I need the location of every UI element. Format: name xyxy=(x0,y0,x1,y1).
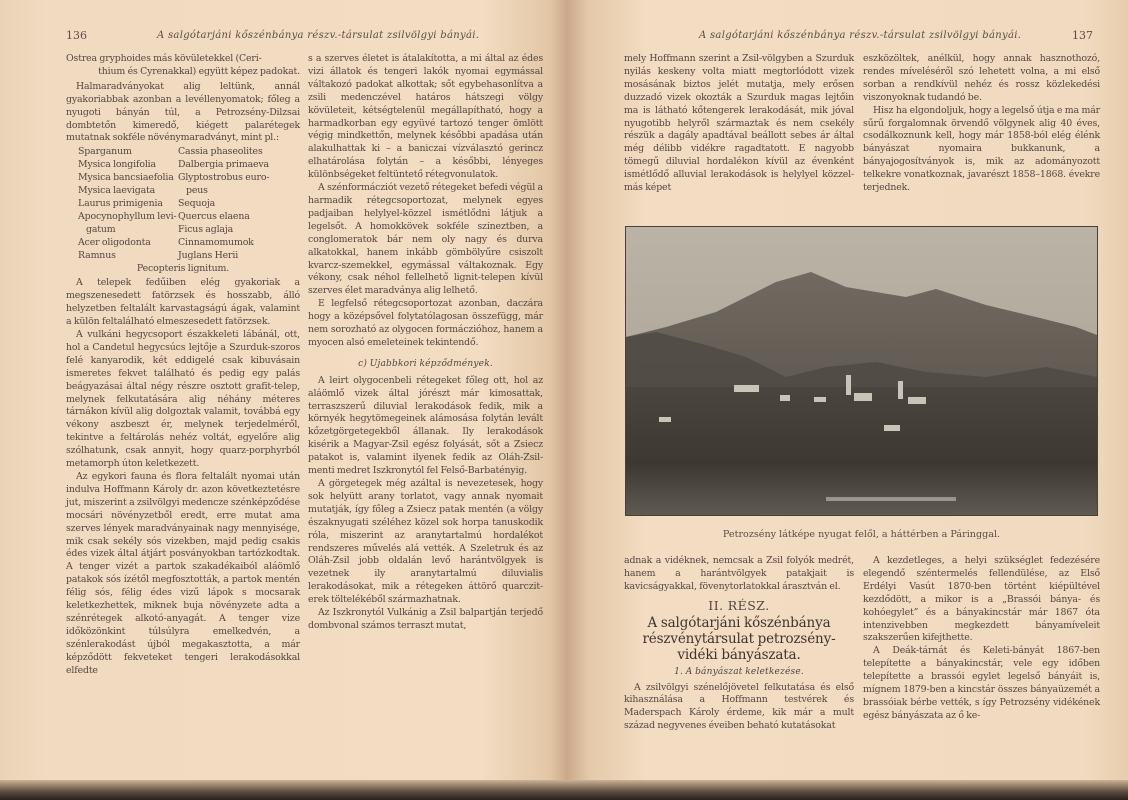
plant-name: Acer oligodonta xyxy=(78,236,151,248)
plant-name: Laurus primigenia xyxy=(78,197,163,209)
paragraph: thium és Cyrenakkal) együtt képez padokat. xyxy=(98,65,300,77)
plant-name: Mysica bancsiaefolia xyxy=(78,172,174,184)
paragraph: A kezdetleges, a helyi szükséglet fedezésére elegendő széntermelés fellendülése, az Első Erdélyi Vasút 1870-ben történt kiépültével kezdődött, a mikor is a „Brassói bánya- és kohóegylet” és a bányakincstár már 1867 óta intenzivebben megkezdett bányamíveleit szakszerűen kifejthette. xyxy=(863,555,1100,644)
paragraph: A vulkáni hegycsoport északkeleti lábánál, ott, hol a Candetul hegycsúcs lejtője a Szurduk-szoros felé kanyarodik, két eddigelé csak kibuvásain ismeretes fekvet található és pedig egy palás beágyazásai által négy részre osztott grafit-telep, melynek felkutatására alig néhány méteres tárnákon kívül alig dolgoztak valamit, továbbá egy vékony aszbeszt ér, melynek terjedelméről, tekintve a feltárolás nehéz voltát, egyelőre alig szólhatunk, csak annyit, hogy quarz-porphyrból metamorph úton keletkezett. xyxy=(66,329,300,470)
plant-name: Dalbergia primaeva xyxy=(178,159,269,171)
paragraph: A szénformácziót vezető rétegeket befedi végül a harmadik rétegcsoportozat, melynek egyes padjaiban helylyel-közzel ismétlődni látjuk a legelsőt. A homokkövek sokféle szineztben, a conglomeratok bár nem oly nagy és durva alkatokkal, hanem inkább gömbölyűre csiszolt kvarcz-szemekkel, egymással váltakoznak. Egy vékony, csak néhol fellelhető lignit-telepen kívül szerves élet maradványa alig lelhető. xyxy=(308,182,543,297)
plant-name: Ficus aglaja xyxy=(178,223,234,235)
plant-name: Ramnus xyxy=(78,249,116,261)
plant-name: gatum xyxy=(86,223,116,235)
plant-name-last: Pecopteris lignitum. xyxy=(136,262,230,274)
part-title: A salgótarjáni kőszénbánya részvénytársulat petrozsény-vidéki bányászata. xyxy=(642,614,836,663)
paragraph: A leirt olygocenbeli rétegeket főleg ott, hol az aláömlő vizek által jórészt már kimosattak, terraszszerű diluvial lerakodások fedik, mik a környék hegytömegeinek alámosása folytán levált kőzetgörgetegekből állanak. Ily lerakodások kisérik a Magyar-Zsil egész folyását, sőt a Zsiecz patakot is, valamint ilyenek fedik az Oláh-Zsil-menti medret Iszkronytól fel Felső-Barbatényig. xyxy=(308,374,543,477)
right-column-2-bottom xyxy=(863,555,1100,723)
paragraph: A Deák-tárnát és Keleti-bányát 1867-ben telepítette a bányakincstár, vele egy időben telepítette a brassói egylet legelső bányáit is, mígnem 1879-ben a kincstár összes bányaüzemét a brassóiak bérbe vették, s így Petrozsény vidékének egész bányászata az ő ke- xyxy=(863,645,1100,721)
left-page xyxy=(0,0,567,790)
plant-name: Glyptostrobus euro- xyxy=(178,172,270,184)
paragraph: A telepek fedűiben elég gyakoriak a megszenesedett fatörzsek és hosszabb, álló helyzetben feltalált karvastagságú ágak, valamint a külön feltalálható elmeszesedett fatörzsek. xyxy=(66,277,300,328)
plant-name: Juglans Herii xyxy=(178,249,239,261)
plant-name: Sparganum xyxy=(78,146,132,158)
photo-caption: Petrozsény látképe nyugat felől, a háttérben a Páringgal. xyxy=(722,529,1001,540)
section-subheading: 1. A bányászat keletkezése. xyxy=(674,666,804,677)
section-subheading: c) Ujabbkori képződmények. xyxy=(358,358,493,369)
paragraph: Ostrea gryphoides más kövületekkel (Ceri- xyxy=(66,53,262,64)
right-column-2-top xyxy=(863,53,1100,195)
paragraph: s a szerves életet is átalakította, a mi által az édes vizi állatok és tengeri lakók nyomai egymással váltakozó padokat alkottak; sőt egybehasonlítva a zsili medenczével határos hátszegi völgy kövületeit, kétségtelenül megállapítható, hogy a harmadkorban egy együvé tartozó tenger ömlött végig mindkettőn, melynek későbbi apadása után alakulhattak ki – a baniczai vízválasztó gerincz elhatárolása folytán – a későbbi, lényeges különbségeket feltüntető rétegvonulatok. xyxy=(308,53,543,181)
plant-name: Cassia phaseolites xyxy=(178,146,263,158)
mountain-photo-illustration xyxy=(626,227,1097,515)
running-head-right: A salgótarjáni kőszénbánya részv.-társulat zsilvölgyi bányái. xyxy=(699,30,1022,41)
paragraph: A zsilvölgyi szénelőjövetel felkutatása és első kihasználása a Hoffmann testvérek és Maderspach Károly érdeme, kik már a mult század negyvenes éveiben beható kutatásokat xyxy=(624,681,854,732)
paragraph: eszközöltek, anélkül, hogy annak hasznothozó, rendes míveléséről szó lehetett volna, a mi első sorban a rendkívül nehéz és rossz közlekedési viszonyoknak tudandó be. xyxy=(863,53,1100,103)
plant-name: Mysica laevigata xyxy=(78,185,156,197)
part-heading: II. RÉSZ. xyxy=(708,597,770,613)
landscape-photo xyxy=(625,226,1098,516)
paragraph: Halmaradványokat alig leltünk, annál gyakoriabbak azonban a levéllenyomatok; főleg a nyugoti bányán túl, a Petrozsény-Dilzsai dombtetőn kimeredő, kiégett palarétegek mutatnak sokféle növénymaradványt, mint pl.: xyxy=(66,80,300,144)
paragraph: Az Iszkronytól Vulkánig a Zsil balpartján terjedő dombvonal számos terraszt mutat, xyxy=(308,607,543,631)
plant-name: Apocynophyllum levi- xyxy=(78,210,177,222)
running-head-left: A salgótarjáni kőszénbánya részv.-társulat zsilvölgyi bányái. xyxy=(157,30,480,41)
book-bottom-edge xyxy=(0,780,1128,800)
plant-name: Quercus elaena xyxy=(178,210,250,222)
plant-list xyxy=(78,146,300,262)
right-column-1-bottom xyxy=(624,555,854,733)
paragraph: adnak a vidéknek, nemcsak a Zsil folyók medrét, hanem a harántvölgyek patakjait is kavicságyakkal, fövenytorlatokkal árasztván el. xyxy=(624,555,854,592)
paragraph: E legfelső rétegcsoportozat azonban, daczára hogy a középsővel folytatólagosan összefügg, már nem sorozható az olygocen formáczióhoz, hanem a myocen alsó emeleteinek tekintendő. xyxy=(308,298,543,348)
paragraph: mely Hoffmann szerint a Zsil-völgyben a Szurduk nyilás keskeny volta miatt megtorlódott vizek mosásának biztos jelét mutatja, mely erősen duzzadó vizek okozták a Szurduk magas lejtőin ma is látható kőtengerek lerakodását, mik jóval nyugotibb helyről származtak és nem csekély részük a dagály apadtával beállott sebes ár által még délibb vidékre ragadtatott. E nagyobb tömegű diluvial hordalékon kívül az évenként ismétlődő alluvial lerakodások is helylyel közzel- más képet xyxy=(624,53,854,194)
paragraph: Hisz ha elgondoljuk, hogy a legelső útja e ma már sűrű forgalomnak örvendő völgynek alig 40 éves, csodálkoznunk kell, hogy már 1858-ból elég élénk bányászat nyomaira bukkanunk, a bányajogosítványok is, mik az adományozott telkekre vonatkoznak, javarészt 1858–1868. évekre terjednek. xyxy=(863,104,1100,194)
paragraph: Az egykori fauna és flora feltalált nyomai után indulva Hoffmann Károly dr. azon következtetésre jut, miszerint a zsilvölgyi medencze szénképződése mocsári növényzetből eredt, erre mutat ama szerves lények maradványainak nagy mennyisége, mik csak sekély sós vizekben, majd pedig csakis édes vizek által átjárt posványokban tartózkodtak. A tenger vizét a partok szakadékaiból aláömlő patakok sós ízétől megfosztották, a partok mentén félig sós, félig édes vizű lápok s mocsarak keletkezhettek, miknek buja növényzete adta a szénrétegek alkotó-anyagát. A tenger vize időközönkint túlsúlyra emelkedvén, a szénlerakodást újból megakasztotta, a már képződött fekveteket tengeri lerakodásokkal elfedte xyxy=(66,471,300,676)
left-column-1 xyxy=(66,53,300,678)
right-column-1-top xyxy=(624,53,854,195)
plant-name: Cinnamomumok xyxy=(178,236,254,248)
plant-name: Sequoja xyxy=(178,197,216,209)
page-number-left: 136 xyxy=(66,29,87,42)
plant-name: Mysica longifolia xyxy=(78,159,156,171)
page-number-right: 137 xyxy=(1072,29,1093,42)
plant-name: peus xyxy=(186,185,208,197)
left-column-2 xyxy=(308,53,543,633)
valley xyxy=(626,387,1097,515)
paragraph: A görgetegek még azáltal is nevezetesek, hogy sok helyütt arany torlatot, vagy annak nyomait mutatják, így főleg a Zsiecz patak mentén (a völgy északnyugati széléhez közel sok horpa tanuskodik róla, miszerint az aranytartalmú hordalékot rendszeres művelés alá vették. A Szeletruk és az Oláh-Zsil jobb oldalán levő harántvölgyek is vezetnek ily aranytartalmú diluvialis lerakodásokat, mik a rétegeken áttörő quarczit-erek töltelékéből származhatnak. xyxy=(308,478,543,606)
